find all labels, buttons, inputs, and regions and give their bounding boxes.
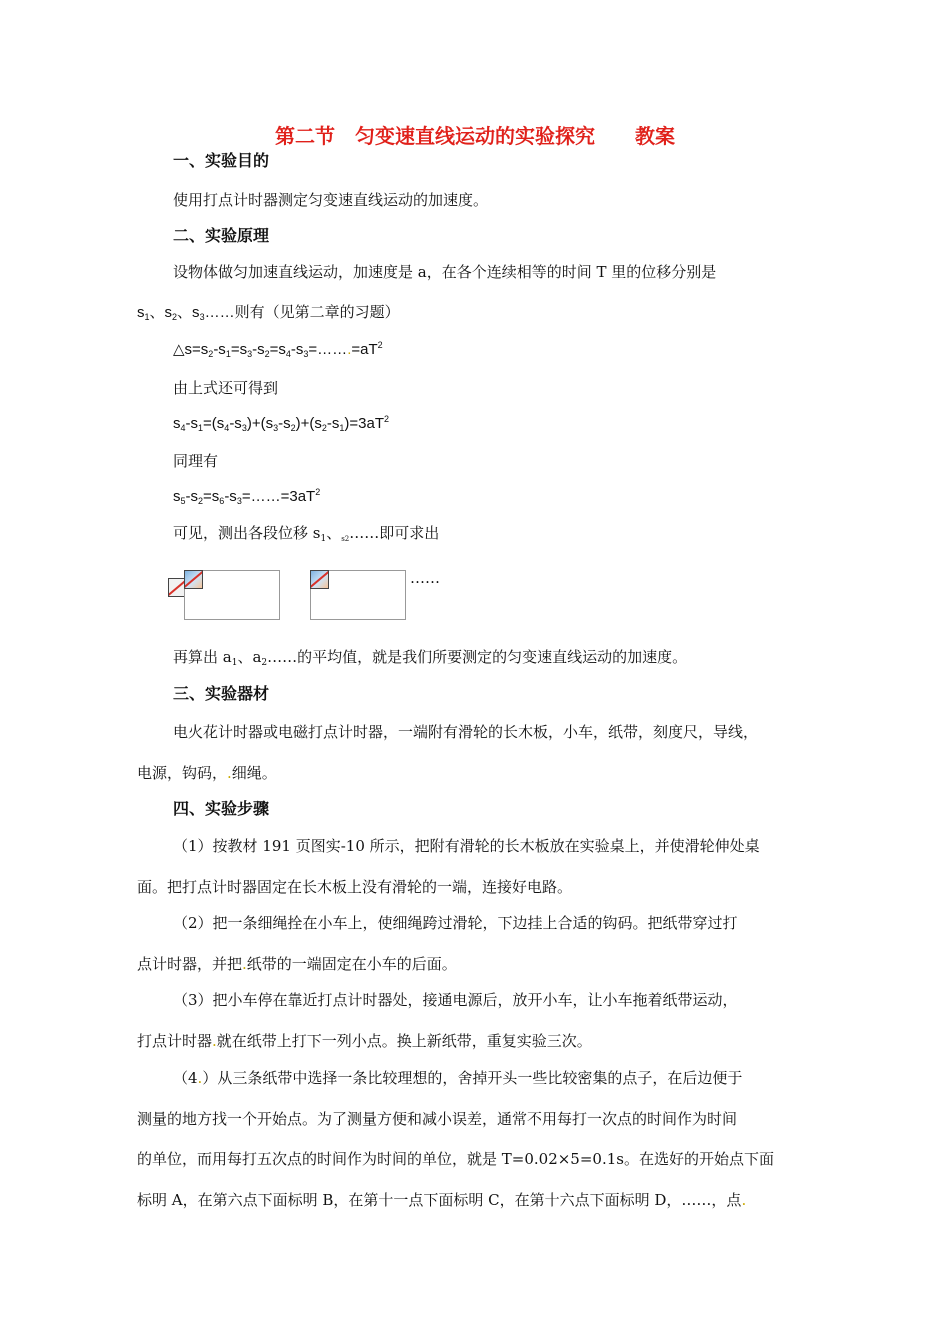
heading-purpose: 一、实验目的 xyxy=(173,151,270,170)
formula-similar: $s_5-s_2=s_6-s_3=\dots\dots=3aT^2$ xyxy=(173,487,321,506)
step-1-line-1: （1）按教材 191 页图实-10 所示，把附有滑轮的长木板放在实验桌上，并使滑轮伸处桌 xyxy=(173,837,760,855)
broken-image-icon xyxy=(310,570,329,589)
step-1-line-2: 面。把打点计时器固定在长木板上没有滑轮的一端，连接好电路。 xyxy=(137,878,573,896)
purpose-text: 使用打点计时器测定匀变速直线运动的加速度。 xyxy=(173,191,489,209)
step-3-line-1: （3）把小车停在靠近打点计时器处，接通电源后，放开小车，让小车拖着纸带运动， xyxy=(173,991,738,1009)
formula-3at2: $s_4-s_1=(s_4-s_3)+(s_3-s_2)+(s_2-s_1)=3aT^2$ xyxy=(173,414,390,433)
heading-principle: 二、实验原理 xyxy=(173,226,270,245)
equipment-text-1: 电火花计时器或电磁打点计时器，一端附有滑轮的长木板，小车，纸带，刻度尺，导线， xyxy=(173,723,759,741)
heading-steps: 四、实验步骤 xyxy=(173,799,270,818)
heading-equipment: 三、实验器材 xyxy=(173,684,270,703)
broken-image-icon xyxy=(184,570,203,589)
step-2-line-2: 点计时器，并把.纸带的一端固定在小车的后面。 xyxy=(137,955,457,973)
principle-text-6: 再算出 $a_1$、$a_2\dots\dots$的平均值，就是我们所要测定的匀变速直线运动的加速度。 xyxy=(173,648,688,668)
step-2-line-1: （2）把一条细绳拴在小车上，使细绳跨过滑轮，下边挂上合适的钩码。把纸带穿过打 xyxy=(173,914,738,932)
principle-text-3: 由上式还可得到 xyxy=(173,379,279,397)
principle-text-1: 设物体做匀加速直线运动，加速度是 a，在各个连续相等的时间 T 里的位移分别是 xyxy=(173,263,717,281)
principle-text-4: 同理有 xyxy=(173,452,219,470)
page-title: 第二节 匀变速直线运动的实验探究 教案 xyxy=(275,124,675,148)
formula-delta-s: $\triangle s=s_2-s_1=s_3-s_2=s_4-s_3=\dots\dots.=aT^2$ xyxy=(173,340,383,359)
equipment-text-2: 电源，钩码，.细绳。 xyxy=(137,764,277,782)
principle-text-2: $s_1$、$s_2$、$s_3\dots\dots$则有（见第二章的习题） xyxy=(137,304,400,322)
principle-text-5: 可见，测出各段位移 $s_1$、$_{s2}$……即可求出 xyxy=(173,524,440,544)
step-4-line-3: 的单位，而用每打五次点的时间作为时间的单位，就是 T=0.02×5=0.1s。在选好的开始点下面 xyxy=(137,1150,774,1168)
step-4-line-2: 测量的地方找一个开始点。为了测量方便和减小误差，通常不用每打一次点的时间作为时间 xyxy=(137,1110,738,1128)
ellipsis-text: …… xyxy=(410,569,440,587)
step-3-line-2: 打点计时器.就在纸带上打下一列小点。换上新纸带，重复实验三次。 xyxy=(137,1032,592,1050)
step-4-line-4: 标明 A，在第六点下面标明 B，在第十一点下面标明 C，在第十六点下面标明 D，……，点. xyxy=(137,1191,747,1209)
step-4-line-1: （4.）从三条纸带中选择一条比较理想的，舍掉开头一些比较密集的点子，在后边便于 xyxy=(173,1069,743,1087)
